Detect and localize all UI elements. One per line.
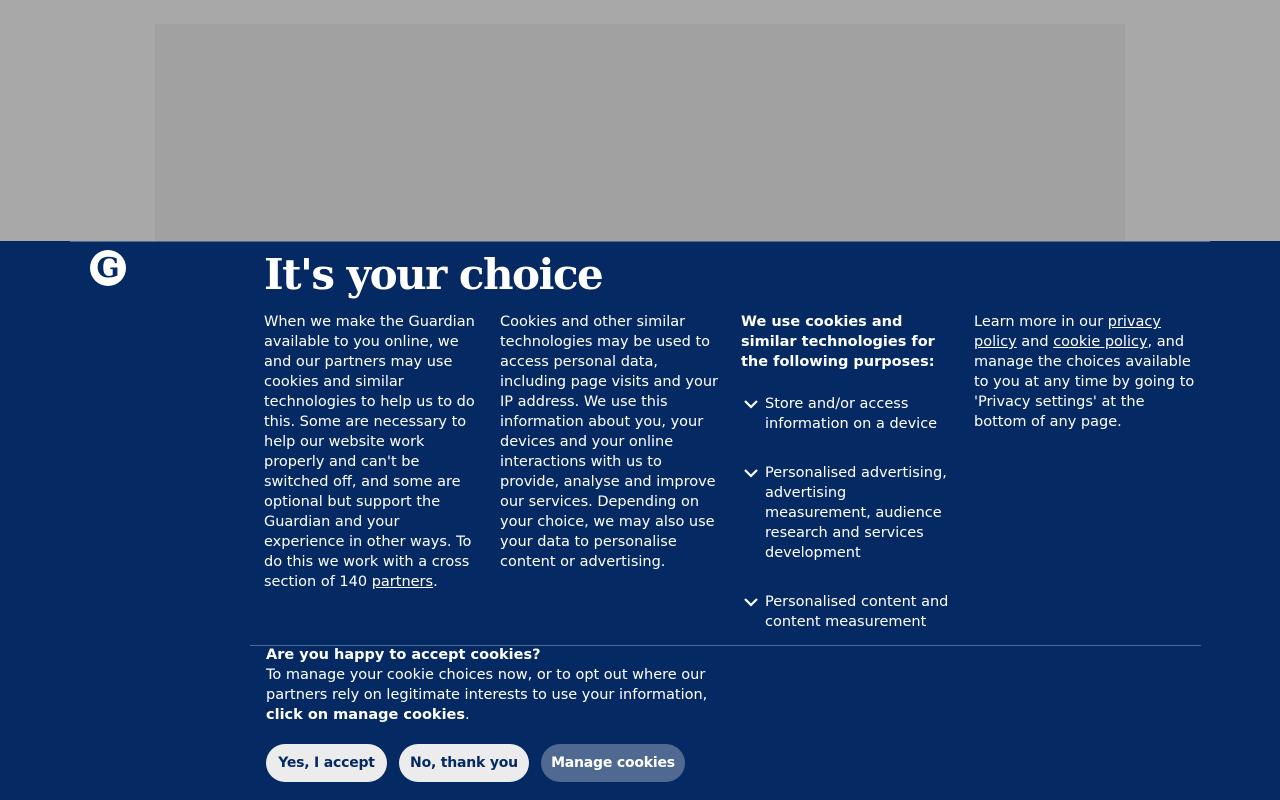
cookie-policy-link[interactable]: cookie policy [1053, 334, 1148, 350]
question-text: To manage your cookie choices now, or to opt out where our partners rely on legitimate interests to use your information, [266, 667, 708, 703]
intro-column [264, 312, 484, 592]
logo-letter: G [96, 253, 120, 284]
question-emphasis: click on manage cookies [266, 707, 466, 723]
data-use-column [500, 312, 722, 572]
learn-more-paragraph [974, 312, 1196, 432]
question-end: . [465, 707, 470, 723]
data-use-paragraph: Cookies and other similar technologies may be used to access personal data, including page visits and your IP address. We use this information about you, your devices and your online interactions with us to provide, analyse and improve our services. Depending on your choice, we may also use your data to personalise content or advertising. [500, 314, 719, 570]
purpose-label: Personalised content and content measurement [765, 594, 949, 630]
purposes-title: We use cookies and similar technologies for the following purposes: [741, 314, 935, 370]
manage-cookies-button[interactable]: Manage cookies [541, 744, 685, 782]
accept-cookies-button[interactable]: Yes, I accept [266, 744, 387, 782]
consent-question-body [266, 665, 746, 725]
banner-top-divider [70, 241, 1210, 242]
learn-more-and: and [1021, 334, 1049, 350]
purpose-item-store-access[interactable] [741, 394, 953, 434]
page-backdrop-panel [155, 24, 1125, 242]
learn-more-prefix: Learn more in our [974, 314, 1104, 330]
partners-link[interactable]: partners [371, 574, 434, 590]
intro-end: . [433, 574, 438, 590]
purpose-label: Personalised advertising, advertising measurement, audience research and services development [765, 465, 947, 561]
purpose-label: Store and/or access information on a device [765, 396, 938, 432]
guardian-logo-icon [90, 250, 126, 286]
reject-cookies-button[interactable]: No, thank you [399, 744, 529, 782]
purposes-column [741, 312, 953, 632]
banner-headline: It's your choice [264, 250, 603, 299]
consent-question [266, 645, 746, 725]
privacy-policy-link[interactable]: privacy policy [974, 314, 1161, 350]
consent-question-title: Are you happy to accept cookies? [266, 647, 541, 663]
chevron-down-icon [743, 466, 759, 480]
chevron-down-icon [743, 595, 759, 609]
chevron-down-icon [743, 397, 759, 411]
purpose-item-content[interactable] [741, 592, 953, 632]
cookie-consent-banner [0, 241, 1280, 800]
purpose-item-advertising[interactable] [741, 463, 953, 563]
learn-more-column [974, 312, 1196, 432]
intro-text: When we make the Guardian available to you online, we and our partners may use cookies and similar technologies to help us to do this. Some are necessary to help our website work properly and can't be switched off, and some are optional but support the Guardian and your experience in other ways. To do this we work with a cross section of 140 [264, 314, 475, 590]
learn-more-suffix: , and manage the choices available to you at any time by going to 'Privacy settings' at the bottom of any page. [974, 334, 1195, 430]
intro-paragraph [264, 312, 484, 592]
